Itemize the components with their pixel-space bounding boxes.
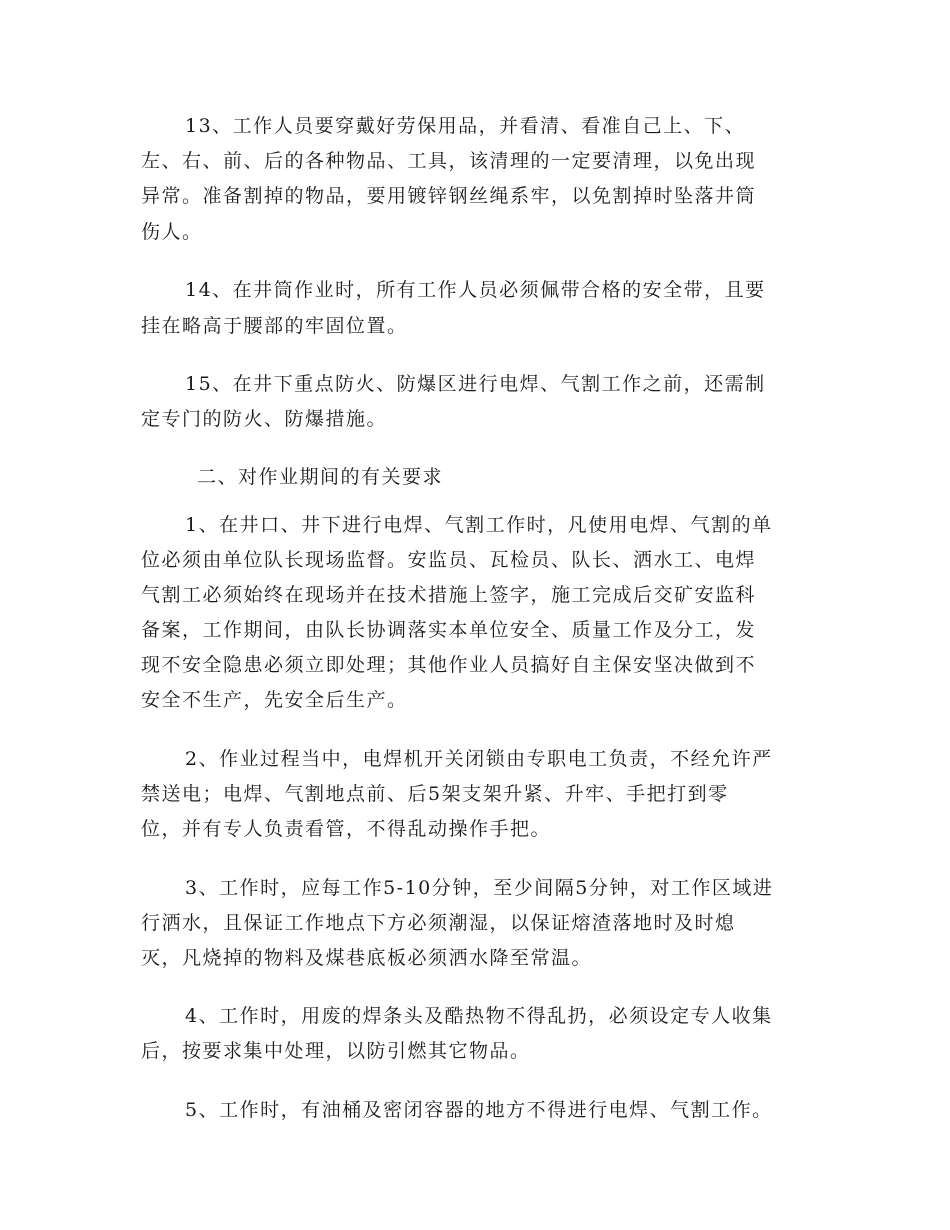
text-line: 气割工必须始终在现场并在技术措施上签字，施工完成后交矿安监科: [141, 584, 757, 606]
text-line: 安全不生产，先安全后生产。: [141, 689, 408, 711]
text-line: 3、工作时，应每工作5-10分钟，至少间隔5分钟，对工作区域进: [185, 877, 774, 899]
text-line: 禁送电；电焊、气割地点前、后5架支架升紧、升牢、手把打到零: [141, 783, 729, 805]
text-line: 1、在井口、井下进行电焊、气割工作时，凡使用电焊、气割的单: [185, 514, 773, 536]
text-line: 15、在井下重点防火、防爆区进行电焊、气割工作之前，还需制: [185, 373, 766, 395]
text-line: 14、在井筒作业时，所有工作人员必须佩带合格的安全带，且要: [185, 279, 766, 301]
section-heading: 二、对作业期间的有关要求: [197, 466, 444, 488]
text-line: 5、工作时，有油桶及密闭容器的地方不得进行电焊、气割工作。: [185, 1099, 773, 1121]
text-line: 位必须由单位队长现场监督。安监员、瓦检员、队长、洒水工、电焊: [141, 549, 757, 571]
text-line: 位，并有专人负责看管，不得乱动操作手把。: [141, 818, 552, 840]
text-line: 挂在略高于腰部的牢固位置。: [141, 315, 408, 337]
text-line: 灭，凡烧掉的物料及煤巷底板必须洒水降至常温。: [141, 947, 593, 969]
text-line: 4、工作时，用废的焊条头及酷热物不得乱扔，必须设定专人收集: [185, 1005, 773, 1027]
text-line: 伤人。: [141, 221, 203, 243]
text-line: 2、作业过程当中，电焊机开关闭锁由专职电工负责，不经允许严: [185, 748, 773, 770]
text-line: 左、右、前、后的各种物品、工具，该清理的一定要清理，以免出现: [141, 150, 757, 172]
text-line: 异常。准备割掉的物品，要用镀锌钢丝绳系牢，以免割掉时坠落井筒: [141, 185, 757, 207]
text-line: 现不安全隐患必须立即处理；其他作业人员搞好自主保安坚决做到不: [141, 654, 757, 676]
text-line: 行洒水，且保证工作地点下方必须潮湿，以保证熔渣落地时及时熄: [141, 912, 736, 934]
text-line: 后，按要求集中处理，以防引燃其它物品。: [141, 1040, 531, 1062]
text-line: 备案，工作期间，由队长协调落实本单位安全、质量工作及分工，发: [141, 619, 757, 641]
text-line: 13、工作人员要穿戴好劳保用品，并看清、看准自己上、下、: [185, 115, 746, 137]
text-line: 定专门的防火、防爆措施。: [141, 408, 388, 430]
